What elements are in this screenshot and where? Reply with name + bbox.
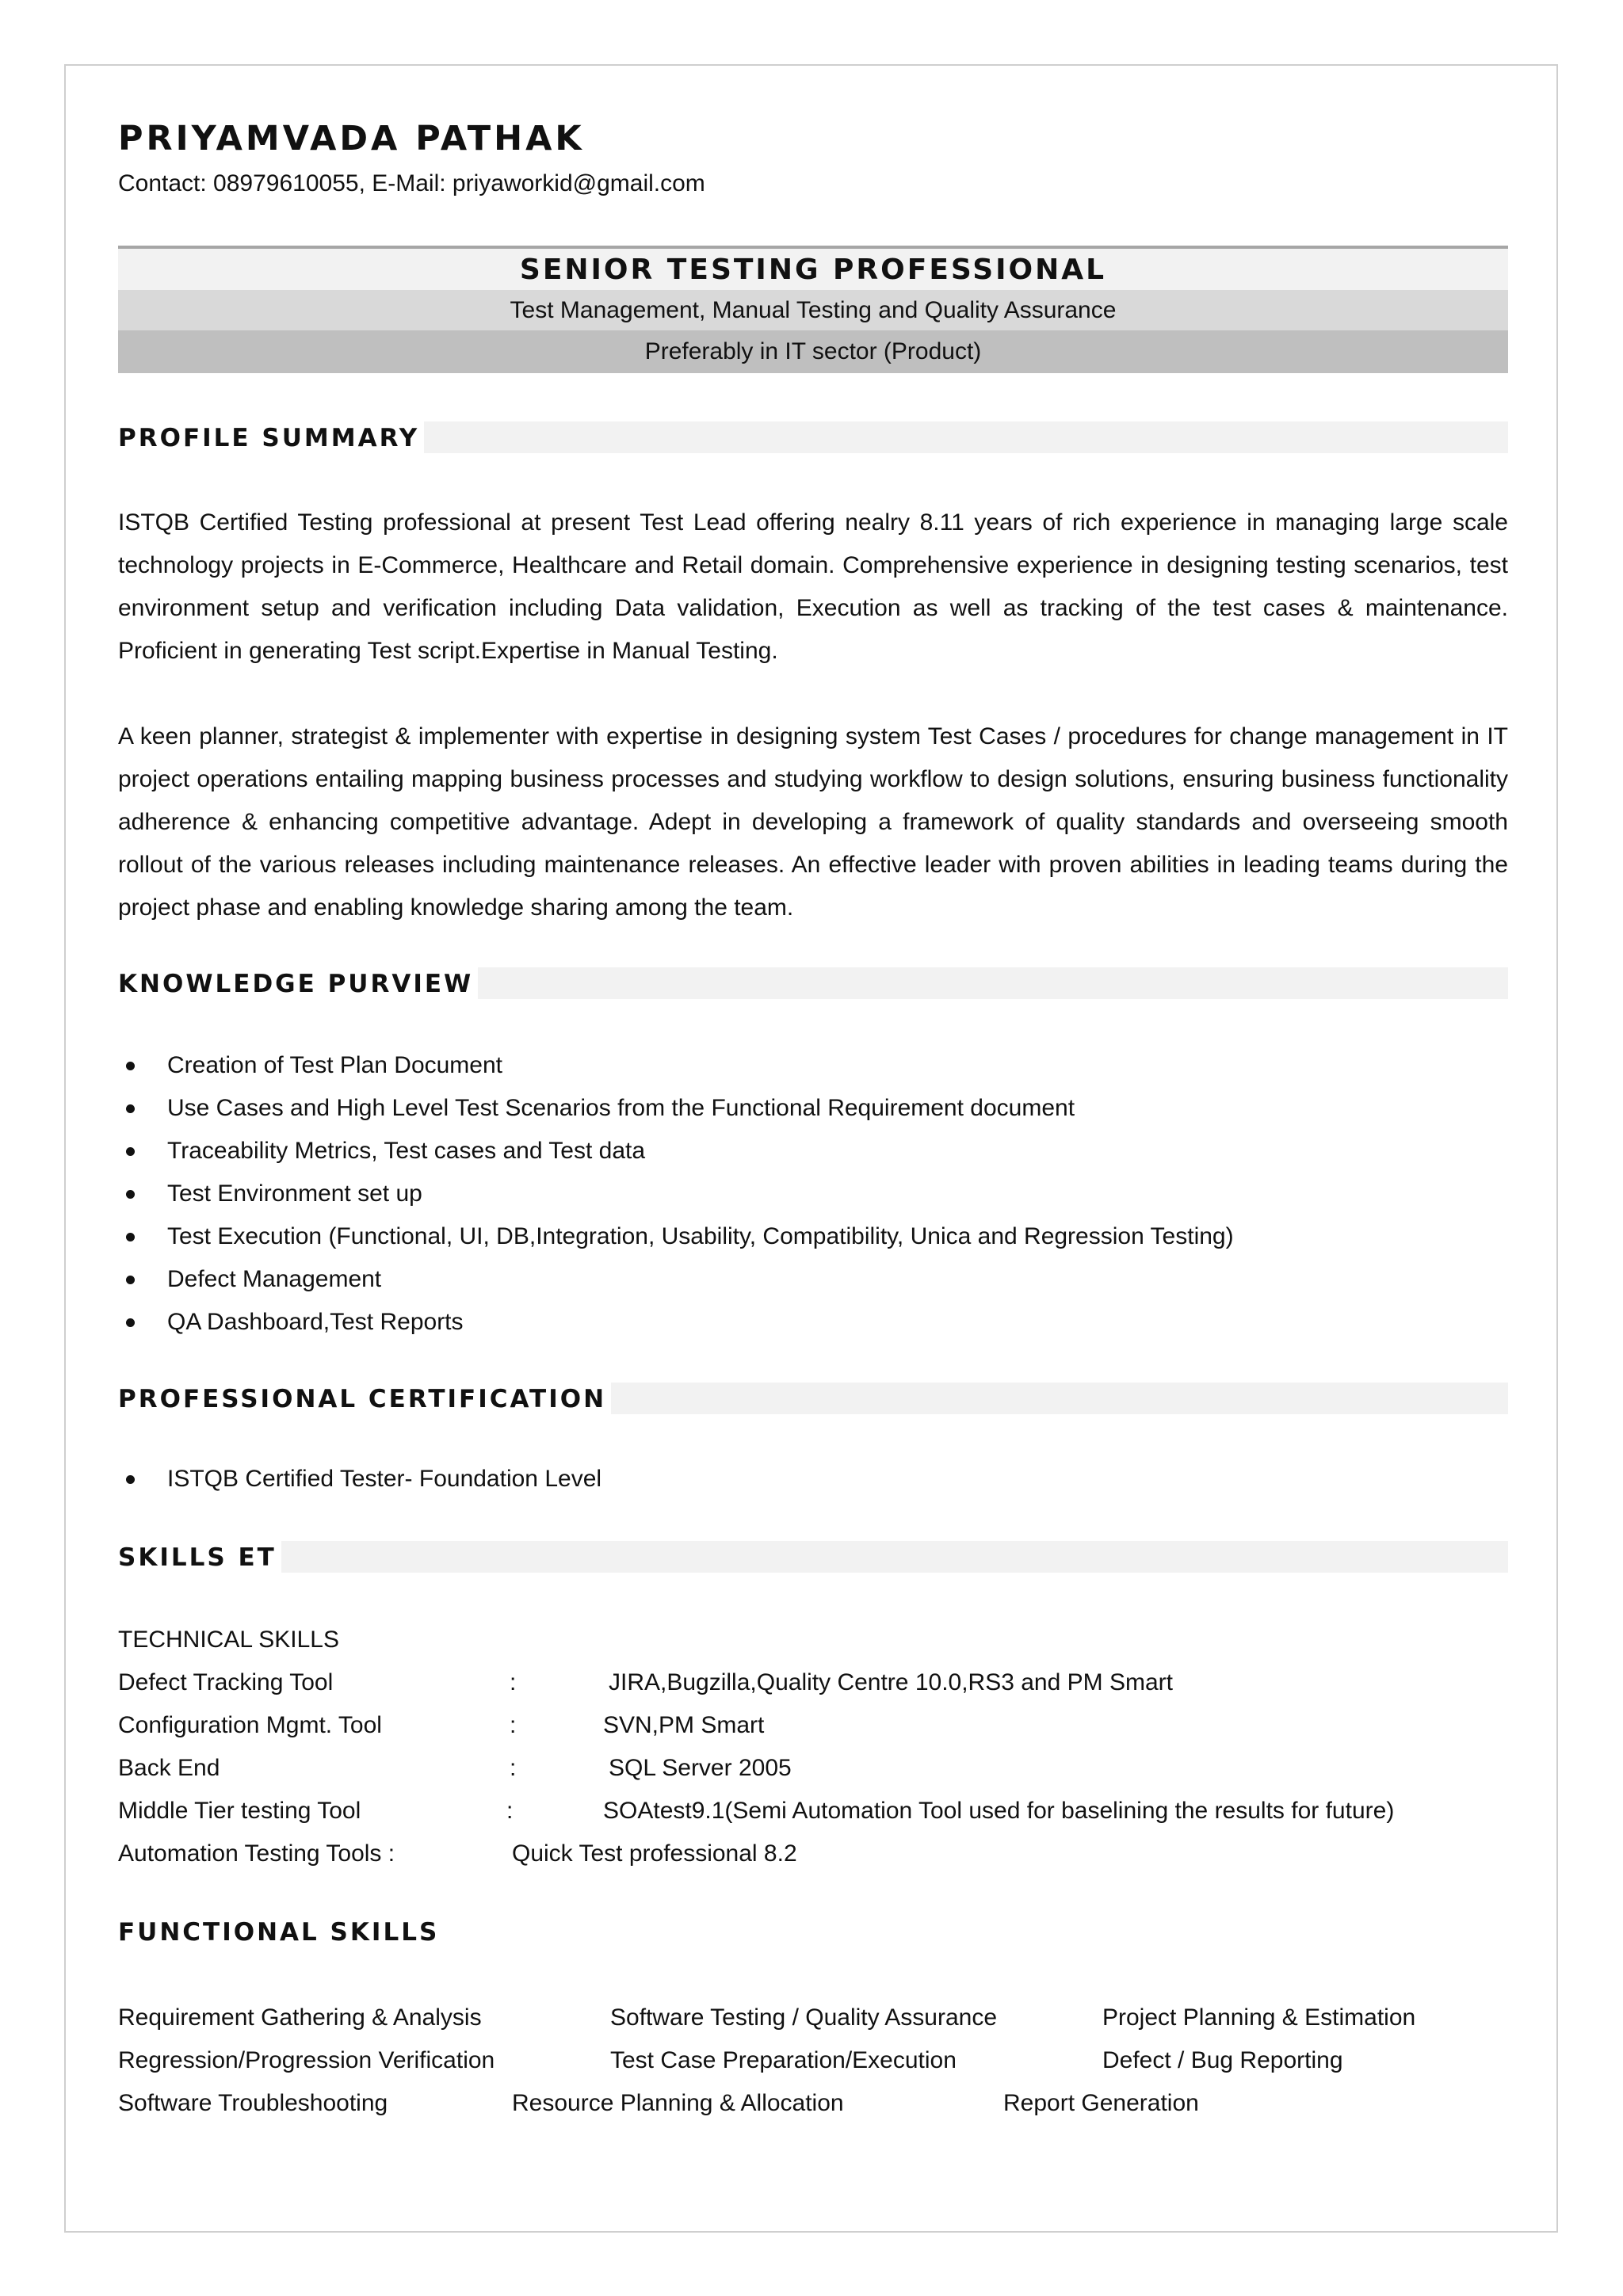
technical-skills-label: TECHNICAL SKILLS (118, 1627, 339, 1653)
skill-separator: : (510, 1669, 517, 1695)
list-item: QA Dashboard,Test Reports (118, 1301, 1234, 1344)
list-item: Defect Management (118, 1258, 1234, 1301)
functional-skill: Report Generation (1003, 2090, 1199, 2116)
skill-label: Defect Tracking Tool (118, 1669, 334, 1695)
list-item: Test Environment set up (118, 1173, 1234, 1215)
section-heading: PROFESSIONAL CERTIFICATION (118, 1383, 611, 1414)
functional-skill: Regression/Progression Verification (118, 2047, 495, 2073)
list-item: Use Cases and High Level Test Scenarios from the Functional Requirement document (118, 1087, 1234, 1130)
list-item: Creation of Test Plan Document (118, 1044, 1234, 1087)
skill-separator: : (506, 1798, 514, 1824)
section-heading: SKILLS ET (118, 1541, 281, 1573)
functional-skill: Resource Planning & Allocation (512, 2090, 844, 2116)
skill-separator: : (510, 1712, 517, 1738)
functional-skill: Defect / Bug Reporting (1102, 2047, 1343, 2073)
section-bar (118, 1541, 1508, 1573)
certification-list (118, 1458, 601, 1501)
functional-skill: Requirement Gathering & Analysis (118, 2004, 482, 2031)
contact-line: Contact: 08979610055, E-Mail: priyaworkid@gmail.com (118, 170, 705, 196)
skill-label: Back End (118, 1755, 220, 1781)
profile-paragraph-1: ISTQB Certified Testing professional at present Test Lead offering nealry 8.11 years of rich experience in managing large scale technology projects in E-Commerce, Healthcare and Retail domain. Comprehensive experience in designing testing scenarios, test environment setup and verification including Data validation, Execution as well as tracking of the test cases & maintenance. Proficient in generating Test script.Expertise in Manual Testing. (118, 509, 1508, 664)
section-knowledge-purview (118, 967, 1508, 999)
skill-value: SQL Server 2005 (609, 1755, 792, 1781)
section-heading: PROFILE SUMMARY (118, 421, 424, 453)
skill-value: SVN,PM Smart (603, 1712, 765, 1738)
list-item: Traceability Metrics, Test cases and Test data (118, 1130, 1234, 1173)
section-profile-summary (118, 421, 1508, 453)
skill-separator: : (510, 1755, 517, 1781)
list-item: ISTQB Certified Tester- Foundation Level (118, 1458, 601, 1501)
profile-paragraph-2: A keen planner, strategist & implementer with expertise in designing system Test Cases / procedures for change management in IT project operations entailing mapping business processes and studying workflow to design solutions, ensuring business functionality adherence & enhancing competitive advantage. Adept in developing a framework of quality standards and overseeing smooth rollout of the various releases including maintenance releases. An effective leader with proven abilities in leading teams during the project phase and enabling knowledge sharing among the team. (118, 723, 1508, 921)
skill-value: Quick Test professional 8.2 (512, 1840, 797, 1867)
functional-skill: Software Troubleshooting (118, 2090, 388, 2116)
banner-preference: Preferably in IT sector (Product) (118, 330, 1508, 373)
section-certification (118, 1383, 1508, 1414)
candidate-name: PRIYAMVADA PATHAK (118, 119, 585, 158)
section-heading: KNOWLEDGE PURVIEW (118, 967, 478, 999)
section-skills (118, 1541, 1508, 1573)
list-item: Test Execution (Functional, UI, DB,Integration, Usability, Compatibility, Unica and Regression Testing) (118, 1215, 1234, 1258)
functional-skill: Test Case Preparation/Execution (610, 2047, 957, 2073)
skill-value: SOAtest9.1(Semi Automation Tool used for baselining the results for future) (603, 1798, 1395, 1824)
functional-skills-heading: FUNCTIONAL SKILLS (118, 1918, 440, 1947)
skill-label: Automation Testing Tools : (118, 1840, 395, 1867)
skill-value: JIRA,Bugzilla,Quality Centre 10.0,RS3 and PM Smart (609, 1669, 1173, 1695)
banner-title: SENIOR TESTING PROFESSIONAL (118, 249, 1508, 290)
functional-skill: Software Testing / Quality Assurance (610, 2004, 998, 2031)
functional-skill: Project Planning & Estimation (1102, 2004, 1416, 2031)
knowledge-list (118, 1044, 1234, 1344)
skill-label: Configuration Mgmt. Tool (118, 1712, 382, 1738)
banner-subtitle: Test Management, Manual Testing and Quality Assurance (118, 290, 1508, 330)
skill-label: Middle Tier testing Tool (118, 1798, 361, 1824)
